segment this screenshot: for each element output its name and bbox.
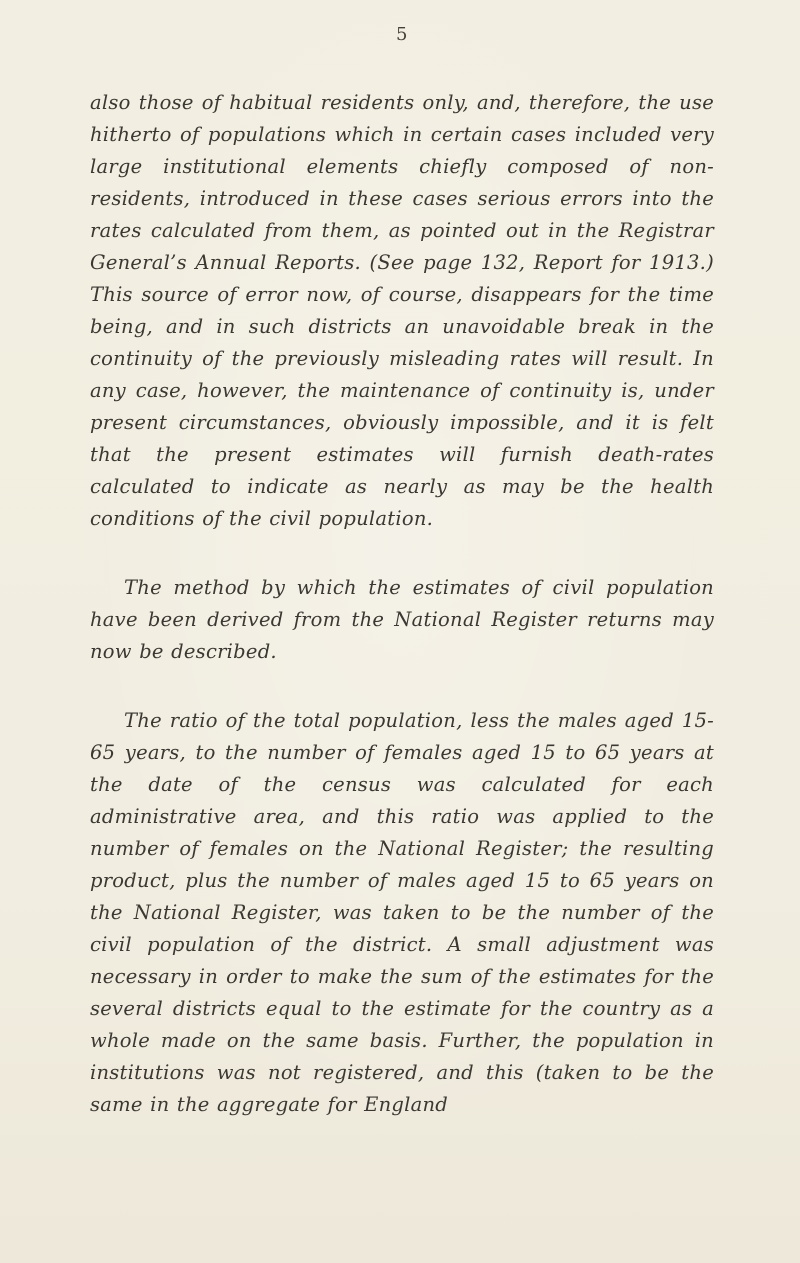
page-number: 5: [396, 24, 408, 45]
paragraph-ratio: The ratio of the total population, less the males aged 15-65 years, to the number of females aged 15 to 65 years at the date of the census was calculated for each administrative area, and this ratio was applied to the number of females on the National Register; the resulting product, plus the number of males aged 15 to 65 years on the National Register, was taken to be the number of the civil population of the district. A small adjustment was necessary in order to make the sum of the estimates for the several districts equal to the estimate for the country as a whole made on the same basis. Further, the population in institutions was not registered, and this (taken to be the same in the aggregate for England: [90, 709, 714, 1116]
paragraph-continuation: also those of habitual residents only, and, therefore, the use hitherto of populations which in certain cases included very large institutional elements chiefly composed of non-residents, introduced in these cases serious errors into the rates calculated from them, as pointed out in the Registrar General’s Annual Reports. (See page 132, Report for 1913.) This source of error now, of course, disappears for the time being, and in such districts an unavoidable break in the continuity of the previously misleading rates will result. In any case, however, the maintenance of continuity is, under present circumstances, obviously impossible, and it is felt that the present estimates will furnish death-rates calculated to indicate as nearly as may be the health conditions of the civil population.: [90, 91, 714, 530]
paragraph-method: The method by which the estimates of civil population have been derived from the National Register returns may now be described.: [90, 576, 714, 663]
page-body: [90, 87, 714, 1121]
